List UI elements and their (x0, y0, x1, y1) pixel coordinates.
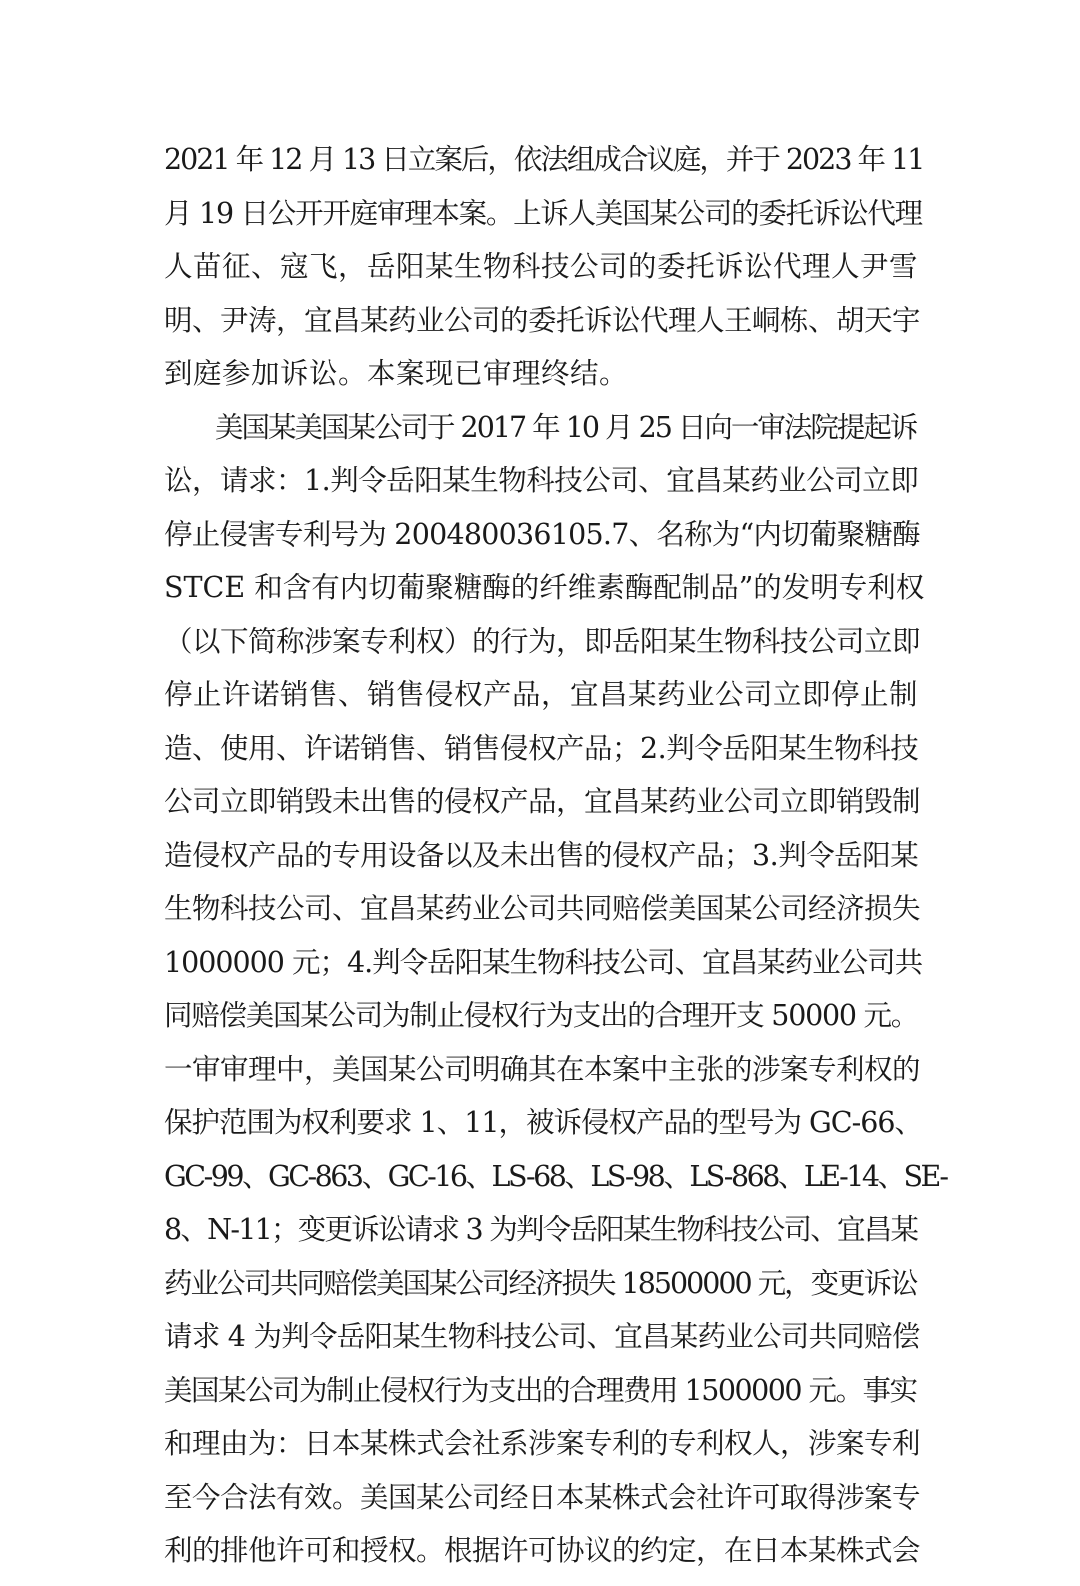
text-line: 生物科技公司、宜昌某药业公司共同赔偿美国某公司经济损失 (164, 892, 921, 925)
text-line: 造、使用、许诺销售、销售侵权产品；2.判令岳阳某生物科技 (164, 731, 919, 765)
text-line: 药业公司共同赔偿美国某公司经济损失 18500000 元，变更诉讼 (164, 1266, 917, 1300)
text-line: 一审审理中，美国某公司明确其在本案中主张的涉案专利权的 (164, 1052, 921, 1086)
text-line: 人苗征、寇飞，岳阳某生物科技公司的委托诉讼代理人尹雪 (164, 250, 919, 283)
text-line: 和理由为：日本某株式会社系涉案专利的专利权人，涉案专利 (164, 1427, 921, 1460)
text-line: 保护范围为权利要求 1、11，被诉侵权产品的型号为 GC-66、 (164, 1106, 922, 1139)
text-line: （以下简称涉案专利权）的行为，即岳阳某生物科技公司立即 (164, 624, 921, 658)
text-line: 到庭参加诉讼。本案现已审理终结。 (164, 357, 629, 390)
text-line: 造侵权产品的专用设备以及未出售的侵权产品；3.判令岳阳某 (164, 838, 919, 872)
text-line: 1000000 元；4.判令岳阳某生物科技公司、宜昌某药业公司共 (164, 945, 923, 979)
text-line: 停止许诺销售、销售侵权产品，宜昌某药业公司立即停止制 (164, 678, 919, 711)
document-body (164, 141, 947, 1586)
text-line: 停止侵害专利号为 200480036105.7、名称为“内切葡聚糖酶 (164, 517, 920, 551)
text-line: 公司立即销毁未出售的侵权产品，宜昌某药业公司立即销毁制 (164, 785, 921, 818)
text-line: 至今合法有效。美国某公司经日本某株式会社许可取得涉案专 (164, 1480, 921, 1514)
text-line: 8、N-11；变更诉讼请求 3 为判令岳阳某生物科技公司、宜昌某 (164, 1213, 918, 1246)
text-line: 月 19 日公开开庭审理本案。上诉人美国某公司的委托诉讼代理 (164, 196, 922, 230)
text-line: 2021 年 12 月 13 日立案后，依法组成合议庭，并于 2023 年 11 (164, 143, 924, 176)
text-line: STCE 和含有内切葡聚糖酶的纤维素酶配制品”的发明专利权 (164, 571, 925, 604)
text-line: 同赔偿美国某公司为制止侵权行为支出的合理开支 50000 元。 (164, 999, 919, 1032)
text-line: 明、尹涛，宜昌某药业公司的委托诉讼代理人王峒栋、胡天宇 (164, 303, 921, 337)
text-line: GC-99、GC-863、GC-16、LS-68、LS-98、LS-868、LE-14、SE- (164, 1159, 947, 1193)
text-line: 请求 4 为判令岳阳某生物科技公司、宜昌某药业公司共同赔偿 (164, 1320, 920, 1353)
paragraph-first-line: 美国某美国某公司于 2017 年 10 月 25 日向一审法院提起诉 (215, 410, 917, 444)
text-line: 美国某公司为制止侵权行为支出的合理费用 1500000 元。事实 (164, 1373, 917, 1407)
text-line: 讼，请求：1.判令岳阳某生物科技公司、宜昌某药业公司立即 (164, 464, 919, 497)
text-line: 利的排他许可和授权。根据许可协议的约定，在日本某株式会 (164, 1534, 921, 1567)
